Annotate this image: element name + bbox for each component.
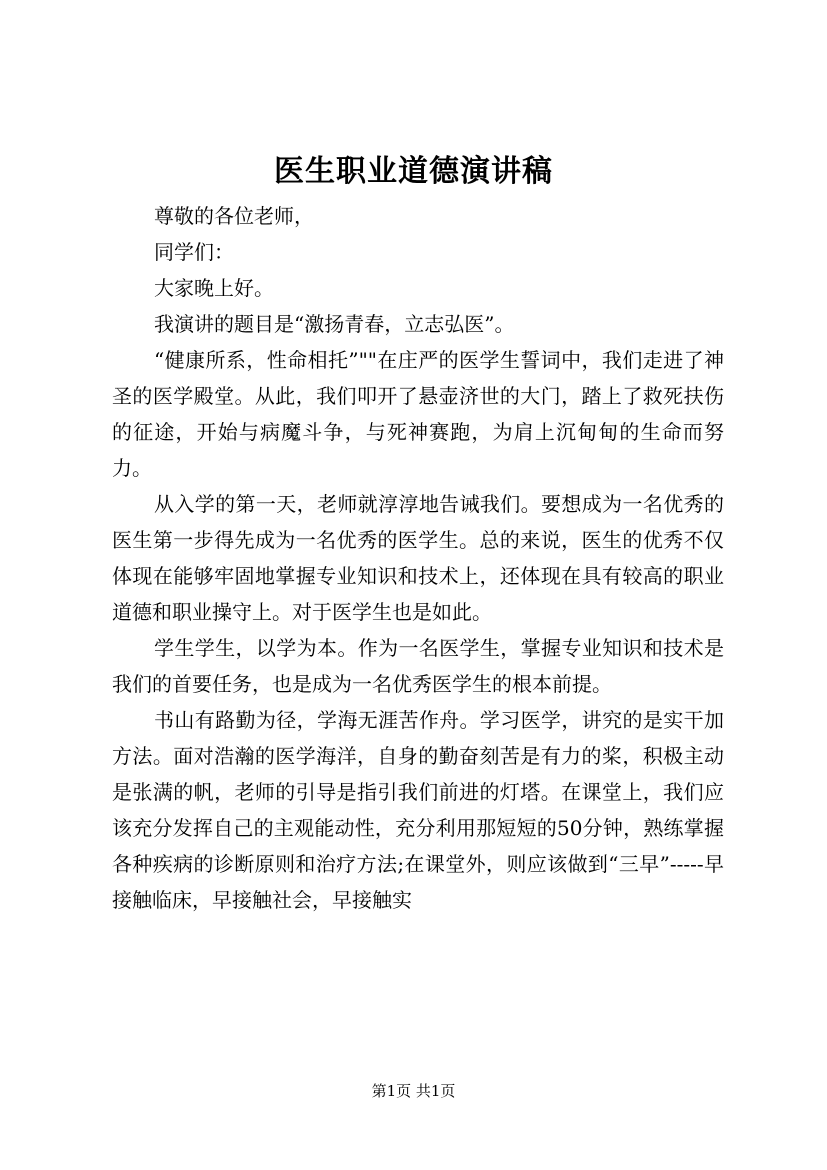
topic-paragraph: 我演讲的题目是“激扬青春，立志弘医”。 — [154, 312, 515, 336]
body-paragraph: 从入学的第一天，老师就淳淳地告诫我们。要想成为一名优秀的医生第一步得先成为一名优秀的医学生。总的来说，医生的优秀不仅体现在能够牢固地掌握专业知识和技术上，还体现在具有较高的职业道德和职业操守上。对于医学生也是如此。 — [112, 492, 724, 624]
salutation-paragraph: 同学们： — [154, 240, 234, 264]
body-paragraph: 书山有路勤为径，学海无涯苦作舟。学习医学，讲究的是实干加方法。面对浩瀚的医学海洋，自身的勤奋刻苦是有力的桨，积极主动是张满的帆，老师的引导是指引我们前进的灯塔。在课堂上，我们应该充分发挥自己的主观能动性，充分利用那短短的50分钟，熟练掌握各种疾病的诊断原则和治疗方法;在课堂外，则应该做到“三早”-----早接触临床，早接触社会，早接触实 — [112, 708, 724, 912]
body-paragraph: “健康所系，性命相托”""在庄严的医学生誓词中，我们走进了神圣的医学殿堂。从此，我们叩开了悬壶济世的大门，踏上了救死扶伤的征途，开始与病魔斗争，与死神赛跑，为肩上沉甸甸的生命而努力。 — [112, 348, 724, 480]
document-body — [112, 198, 724, 918]
page-footer: 第1页 共1页 — [371, 1082, 456, 1100]
document-title: 医生职业道德演讲稿 — [274, 154, 553, 189]
salutation-paragraph: 尊敬的各位老师， — [154, 204, 314, 228]
greeting-paragraph: 大家晚上好。 — [154, 276, 274, 300]
body-paragraph: 学生学生，以学为本。作为一名医学生，掌握专业知识和技术是我们的首要任务，也是成为一名优秀医学生的根本前提。 — [112, 636, 724, 696]
